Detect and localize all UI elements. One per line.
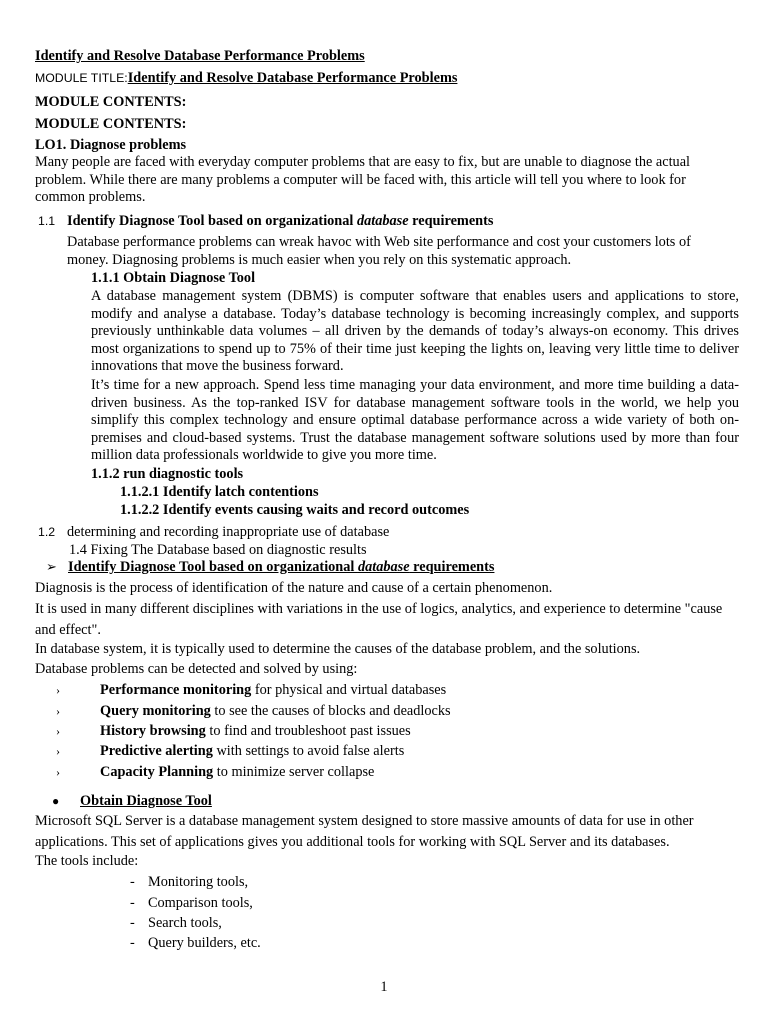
obtain-heading: Obtain Diagnose Tool <box>80 793 212 809</box>
page-number: 1 <box>380 979 388 995</box>
list-item-bold: Performance monitoring <box>100 682 252 698</box>
list-item <box>56 702 451 720</box>
list-item-text: for physical and virtual databases <box>251 682 447 698</box>
diagnosis-definition: Diagnosis is the process of identification of the nature and cause of a certain phenomenon. <box>35 580 553 596</box>
section-1-1-number: 1.1 <box>38 214 56 228</box>
diagnosis-usage: It is used in many different disciplines with variations in the use of logics, analytics, and experience to determine "cause and effect". <box>35 601 723 638</box>
dash-bullet-icon: - <box>130 915 135 931</box>
bullet-dot-icon: ● <box>52 794 60 808</box>
section-1-4-line: 1.4 Fixing The Database based on diagnostic results <box>69 542 367 558</box>
tool-item-text: Search tools, <box>148 915 222 931</box>
document-title: Identify and Resolve Database Performance Problems <box>35 48 365 64</box>
list-item-bold: Predictive alerting <box>100 743 213 759</box>
chevron-right-icon: › <box>56 744 60 758</box>
tool-item <box>130 894 253 912</box>
list-item-text: to see the causes of blocks and deadlocks <box>210 703 451 719</box>
section-1-1-2-heading: 1.1.2 run diagnostic tools <box>91 466 244 482</box>
dbms-paragraph: A database management system (DBMS) is computer software that enables users and applications to store, modify and analyse a database. Today’s database technology is becoming increasingly complex, and supports previously unthinkable data volumes – all driven by the demands of today’s always-on economy. This drives most organizations to spend up to 75% of their time just keeping the lights on, leaving very little time to deliver innovations that move the business forward. <box>91 288 739 375</box>
obtain-heading-line <box>52 792 212 810</box>
intro-paragraph: Many people are faced with everyday computer problems that are easy to fix, but are unable to diagnose the actual problem. While there are many problems a computer will be faced with, this article will tell you where to look for common problems. <box>35 154 691 206</box>
chevron-right-icon: › <box>56 724 60 738</box>
list-item-bold: Capacity Planning <box>100 764 214 780</box>
chevron-right-icon: › <box>56 765 60 779</box>
dash-bullet-icon: - <box>130 895 135 911</box>
tool-item <box>130 914 222 932</box>
dash-bullet-icon: - <box>130 935 135 951</box>
module-title-line <box>35 69 457 87</box>
list-item <box>56 742 404 760</box>
tool-item <box>130 873 248 891</box>
list-item-bold: Query monitoring <box>100 703 211 719</box>
list-item <box>56 681 446 699</box>
list-item-bold: History browsing <box>100 723 206 739</box>
list-item <box>56 722 411 740</box>
section-1-1-paragraph: Database performance problems can wreak havoc with Web site performance and cost your customers lots of money. Diagnosing problems is much easier when you rely on this systematic approach. <box>67 234 691 268</box>
list-item-text: to minimize server collapse <box>213 764 375 780</box>
tool-item-text: Monitoring tools, <box>148 874 249 890</box>
chevron-right-icon: › <box>56 704 60 718</box>
section-1-1-title-em: database <box>356 213 409 229</box>
tool-item-text: Comparison tools, <box>148 895 253 911</box>
module-contents-heading-repeat: MODULE CONTENTS: <box>35 116 187 132</box>
module-contents-heading: MODULE CONTENTS: <box>35 94 187 110</box>
diagnosis-methods-intro: Database problems can be detected and solved by using: <box>35 661 358 677</box>
list-item <box>56 763 374 781</box>
section-1-2-text: determining and recording inappropriate use of database <box>67 524 390 540</box>
diagnosis-database: In database system, it is typically used to determine the causes of the database problem, and the solutions. <box>35 641 641 657</box>
section-1-1-title-a: Identify Diagnose Tool based on organizational <box>67 213 357 229</box>
section-1-1-2-2-heading: 1.1.2.2 Identify events causing waits and record outcomes <box>120 502 470 518</box>
arrow-heading-em: database <box>357 559 410 575</box>
module-title-label: MODULE TITLE: <box>35 71 128 85</box>
new-approach-paragraph: It’s time for a new approach. Spend less time managing your data environment, and more time building a data-driven business. As the top-ranked ISV for database management software tools in the world, we help you simplify this complex technology and ensure optimal database performance across a wide variety of both on-premises and cloud-based systems. Trust the database management software solutions used by more than four million data professionals worldwide to give you more time. <box>91 377 739 464</box>
dash-bullet-icon: - <box>130 874 135 890</box>
section-1-1-heading <box>38 212 493 230</box>
sql-server-paragraph: Microsoft SQL Server is a database management system designed to store massive amounts of data for use in other applications. This set of applications gives you additional tools for working with SQL Server and its databases. <box>35 813 694 850</box>
section-1-1-2-1-heading: 1.1.2.1 Identify latch contentions <box>120 484 319 500</box>
section-1-1-1-heading: 1.1.1 Obtain Diagnose Tool <box>91 270 256 286</box>
arrow-heading-a: Identify Diagnose Tool based on organizational <box>68 559 358 575</box>
list-item-text: to find and troubleshoot past issues <box>205 723 411 739</box>
section-1-2-line <box>38 523 389 541</box>
section-1-1-title-c: requirements <box>408 213 494 229</box>
chevron-right-icon: › <box>56 683 60 697</box>
module-title: Identify and Resolve Database Performance Problems <box>127 70 458 86</box>
section-1-2-number: 1.2 <box>38 525 56 539</box>
arrow-heading-c: requirements <box>409 559 495 575</box>
tools-include-label: The tools include: <box>35 853 139 869</box>
tool-item <box>130 934 261 952</box>
arrow-bullet-icon: ➢ <box>46 559 57 574</box>
arrow-heading-line <box>46 558 494 576</box>
list-item-text: with settings to avoid false alerts <box>212 743 405 759</box>
lo1-heading: LO1. Diagnose problems <box>35 137 187 153</box>
tool-item-text: Query builders, etc. <box>148 935 261 951</box>
